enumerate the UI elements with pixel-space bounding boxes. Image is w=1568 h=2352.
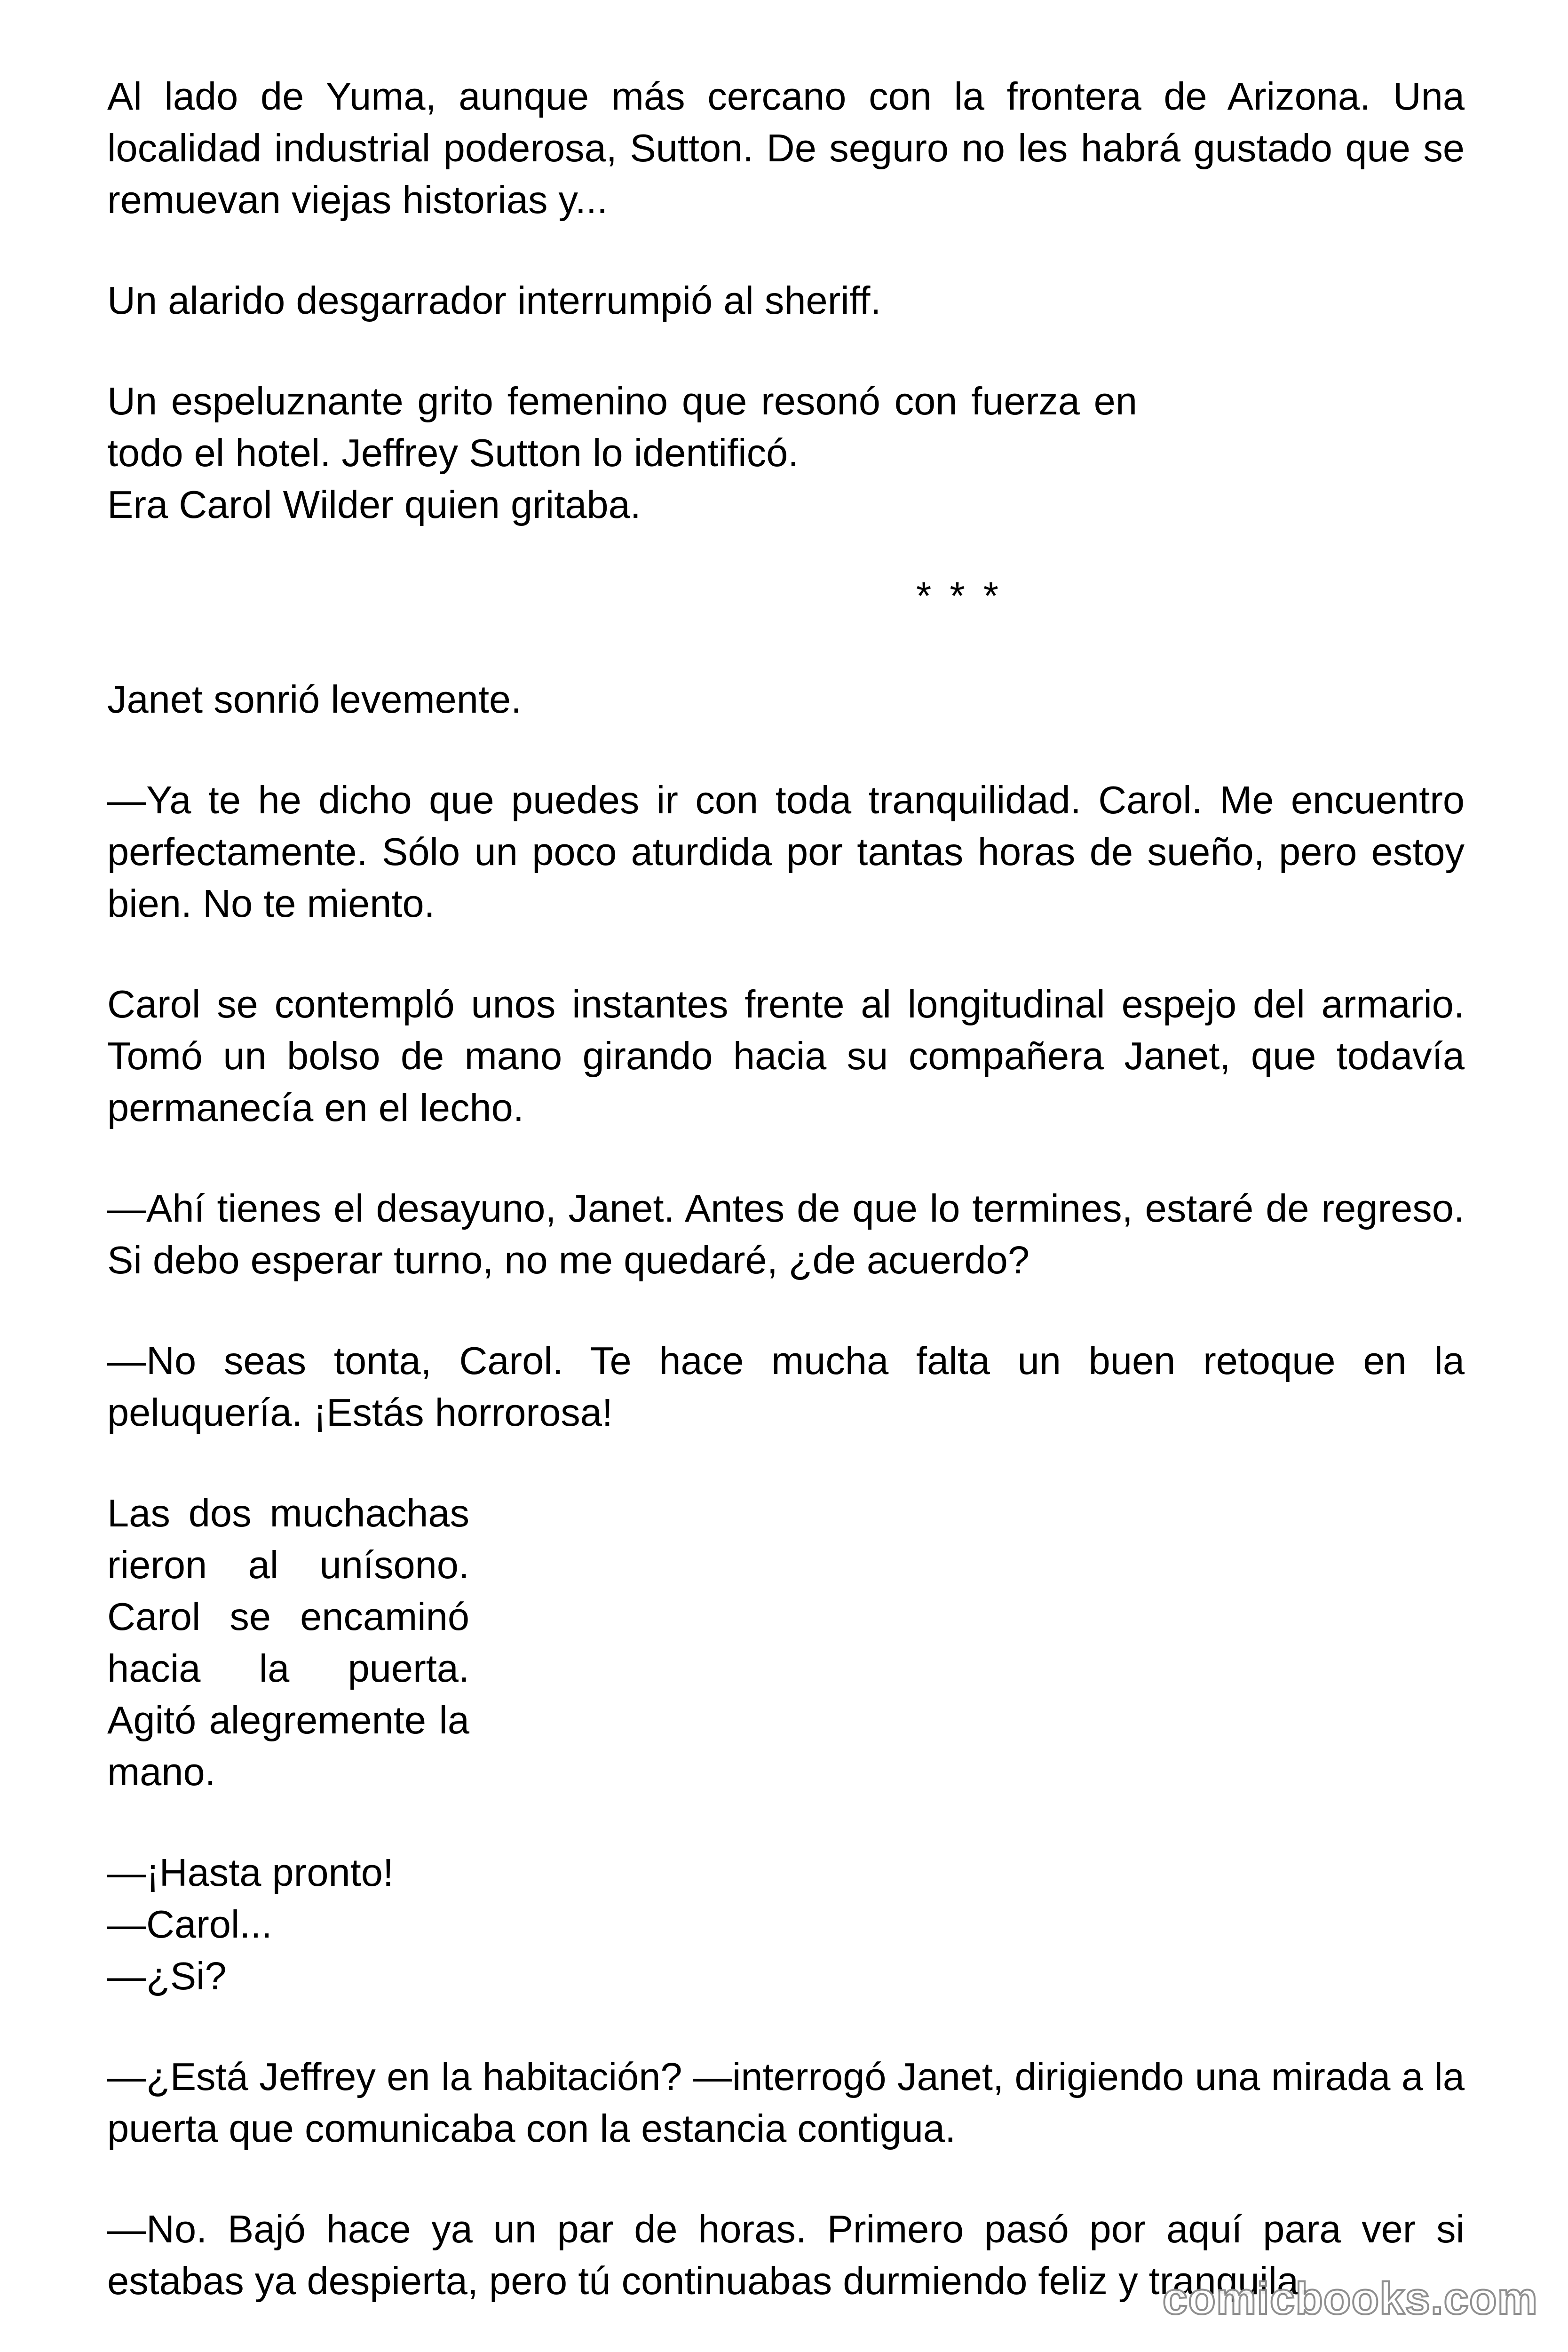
paragraph-carol-gritaba: Era Carol Wilder quien gritaba. bbox=[107, 483, 641, 526]
paragraph-grito: Un espeluznante grito femenino que resonó con fuerza en todo el hotel. Jeffrey Sutton lo identificó. bbox=[107, 379, 1137, 475]
paragraph-alarido: Un alarido desgarrador interrumpió al sheriff. bbox=[107, 278, 881, 322]
paragraph-bajo: —No. Bajó hace ya un par de horas. Primero pasó por aquí para ver si estabas ya despierta, pero tú continuabas durmiendo feliz y tranquila. bbox=[107, 2207, 1465, 2303]
dialog-si: —¿Si? bbox=[107, 1954, 227, 1998]
document-page bbox=[107, 71, 1465, 2352]
paragraph-tranquilidad: —Ya te he dicho que puedes ir con toda tranquilidad. Carol. Me encuentro perfectamente. Sólo un poco aturdida por tantas horas de sueño, pero estoy bien. No te miento. bbox=[107, 778, 1465, 925]
paragraph-janet-sonrio: Janet sonrió levemente. bbox=[107, 677, 522, 721]
paragraph-peluqueria: —No seas tonta, Carol. Te hace mucha falta un buen retoque en la peluquería. ¡Estás horrorosa! bbox=[107, 1339, 1465, 1434]
paragraph-muchachas: Las dos muchachas rieron al unísono. Carol se encaminó hacia la puerta. Agitó alegremente la mano. bbox=[107, 1491, 469, 1794]
dialog-hasta-pronto: —¡Hasta pronto! bbox=[107, 1851, 394, 1894]
paragraph-desayuno: —Ahí tienes el desayuno, Janet. Antes de que lo termines, estaré de regreso. Si debo esperar turno, no me quedaré, ¿de acuerdo? bbox=[107, 1186, 1465, 1282]
paragraph-espejo: Carol se contempló unos instantes frente al longitudinal espejo del armario. Tomó un bolso de mano girando hacia su compañera Janet, que todavía permanecía en el lecho. bbox=[107, 982, 1465, 1129]
watermark-logo: comicbooks.com bbox=[1162, 2273, 1538, 2324]
paragraph-yuma: Al lado de Yuma, aunque más cercano con la frontera de Arizona. Una localidad industrial poderosa, Sutton. De seguro no les habrá gustado que se remuevan viejas historias y... bbox=[107, 74, 1465, 222]
section-break: * * * bbox=[916, 574, 1003, 618]
paragraph-jeffrey: —¿Está Jeffrey en la habitación? —interrogó Janet, dirigiendo una mirada a la puerta que comunicaba con la estancia contigua. bbox=[107, 2055, 1465, 2150]
dialog-block bbox=[107, 1847, 1465, 2002]
dialog-carol: —Carol... bbox=[107, 1902, 272, 1946]
paragraph-grito-block bbox=[107, 375, 1137, 531]
